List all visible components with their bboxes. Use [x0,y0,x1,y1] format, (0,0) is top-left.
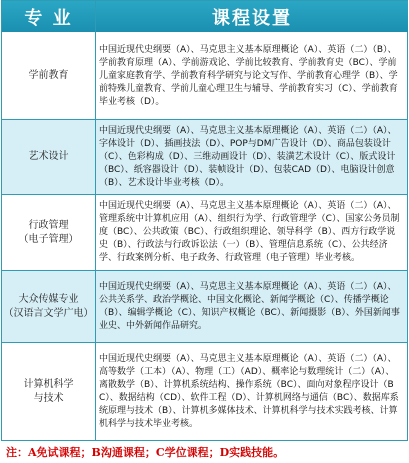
course-list: 中国近现代史纲要（A）、马克思主义基本原理概论（A）、英语（二）（A）、管理系统中计算机应用（A）、组织行为学、行政管理学（C）、国家公务员制度（BC）、公共政策（BC）、行政组织理论、领导科学（B）、西方行政学说史（B）、行政法与行政诉讼法（一）（B）、管理信息系统（C）、公共经济学、行政案例分析、电子政务、行政管理（电子管理）毕业考核。 [99,201,400,263]
course-list: 中国近现代史纲要（A）、马克思主义基本原理概论（A）、英语（二）（B）、学前教育原理（A）、学前游戏论、学前比较教育、学前教育史（BC）、学前儿童家庭教育学、学前教育科学研究与论文写作、学前教育心理学（B）、学前特殊儿童教育、学前儿童心理卫生与辅导、学前教育实习（C）、学前教育毕业考核（D）。 [99,44,398,107]
course-list: 中国近现代史纲要（A）、马克思主义基本原理概论（A）、英语（二）（A）、公共关系学、政治学概论、中国文化概论、新闻学概论（C）、传播学概论（B）、编辑学概论（C）、知识产权概论（BC）、新闻摄影（B）、外国新闻事业史、中外新闻作品研究。 [99,281,400,331]
major-name: 艺术设计 [28,151,69,162]
major-name: 计算机科学 与技术 [23,378,74,404]
table-row [2,120,407,194]
major-name: 学前教育 [28,70,69,81]
major-name: 行政管理 （电子管理） [18,219,79,245]
column-divider [95,1,96,440]
table-row [2,343,407,440]
table-row [2,195,407,270]
table-row [2,33,407,119]
courses-column-header: 课程设置 [96,1,408,32]
major-column-header: 专 业 [2,1,95,32]
legend-footnote: 注：A免试课程；B沟通课程；C学位课程；D实践技能。 [6,446,285,459]
course-list: 中国近现代史纲要（A）、马克思主义基本原理概论（A）、英语（二）（A）、高等数学（工本）（A）、物理（工）（AD）、概率论与数理统计（二）（A）、离散数学（B）、计算机系统结构、操作系统（BC）、面向对象程序设计（BC）、数据结构（CD）、软件工程（D）、计算机网络与通信（BC）、数据库系统原理与技术（B）、计算机多媒体技术、计算机科学与技术实践考核、计算机科学与技术毕业考核。 [99,353,399,429]
major-name: 大众传媒专业 （汉语言文学广电） [3,293,94,319]
course-list: 中国近现代史纲要（A）、马克思主义基本原理概论（A）、英语（二）（A）、字体设计（D）、插画技法（D）、POP与DM广告设计（D）、商品包装设计（C）、色彩构成（D）、三维动画设计（D）、装潢艺术设计（C）、版式设计（BC）、纸容器设计（D）、装帧设计（D）、包装CAD（D）、电脑设计创意（B）、艺术设计毕业考核（D）。 [99,125,397,188]
table-row [2,271,407,342]
course-table [1,0,408,441]
